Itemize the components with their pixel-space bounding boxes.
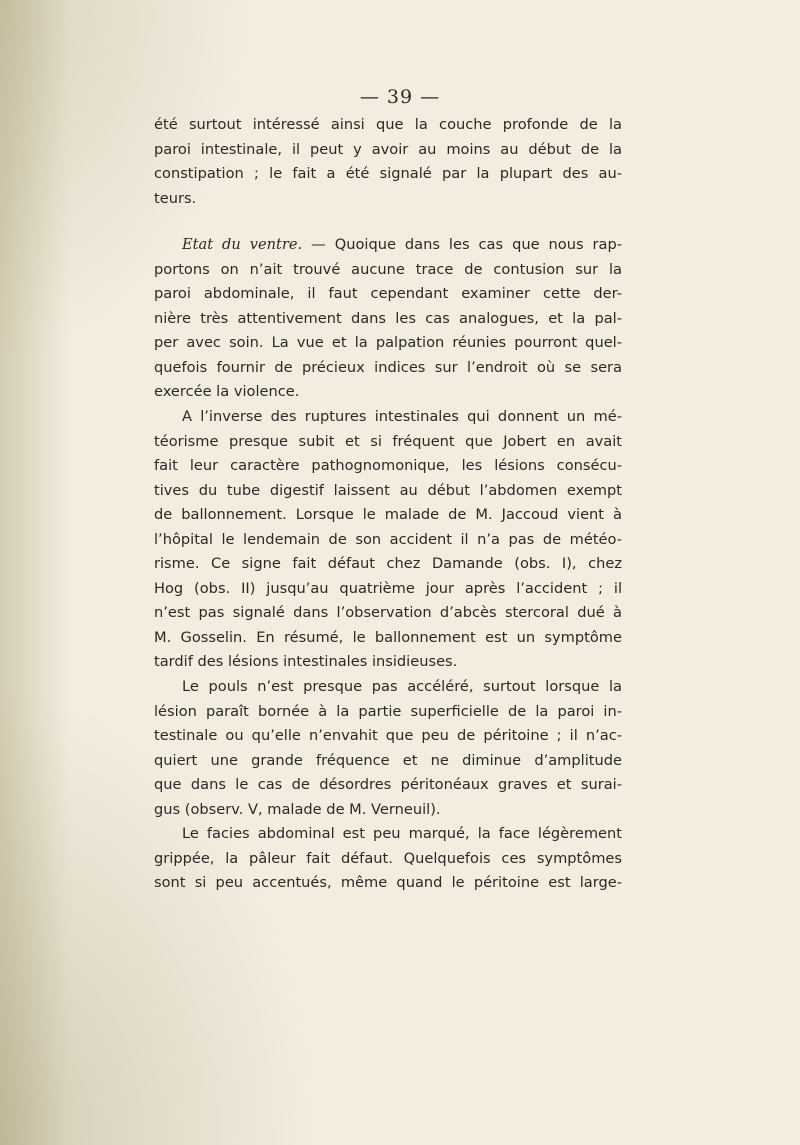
text-line: gus (observ. V, malade de M. Verneuil). bbox=[154, 800, 441, 818]
page-number: — 39 — bbox=[359, 86, 441, 108]
text-line: que dans le cas de désordres péritonéaux graves et surai- bbox=[154, 776, 622, 794]
text-line: sont si peu accentués, même quand le péritoine est large- bbox=[154, 874, 622, 892]
text-line: fait leur caractère pathognomonique, les lésions consécu- bbox=[154, 457, 622, 475]
text-line: testinale ou qu’elle n’envahit que peu de péritoine ; il n’ac- bbox=[154, 727, 622, 745]
text-line: risme. Ce signe fait défaut chez Damande (obs. I), chez bbox=[154, 555, 622, 573]
text-line: de ballonnement. Lorsque le malade de M. Jaccoud vient à bbox=[154, 506, 622, 524]
text-line: grippée, la pâleur fait défaut. Quelquefois ces symptômes bbox=[154, 849, 622, 867]
text-line: portons on n’ait trouvé aucune trace de contusion sur la bbox=[154, 260, 622, 278]
text-line: exercée la violence. bbox=[154, 383, 300, 401]
text-line: nière très attentivement dans les cas analogues, et la pal- bbox=[154, 309, 622, 327]
text-line: quefois fournir de précieux indices sur l’endroit où se sera bbox=[154, 358, 622, 376]
text-line: téorisme presque subit et si fréquent que Jobert en avait bbox=[154, 432, 622, 450]
text-line: l’hôpital le lendemain de son accident il n’a pas de météo- bbox=[154, 530, 622, 548]
text-line: n’est pas signalé dans l’observation d’abcès stercoral dué à bbox=[154, 604, 622, 622]
text-line: tardif des lésions intestinales insidieuses. bbox=[154, 653, 458, 671]
page-body bbox=[154, 113, 622, 896]
text-line: tives du tube digestif laissent au début l’abdomen exempt bbox=[154, 481, 622, 499]
paragraph-gap bbox=[154, 211, 622, 233]
paragraph-4 bbox=[154, 675, 622, 822]
text-line: A l’inverse des ruptures intestinales qui donnent un mé- bbox=[182, 408, 622, 426]
paragraph-3 bbox=[154, 405, 622, 675]
text-line: quiert une grande fréquence et ne diminue d’amplitude bbox=[154, 751, 622, 769]
text-line: lésion paraît bornée à la partie superficielle de la paroi in- bbox=[154, 702, 622, 720]
text-line: teurs. bbox=[154, 189, 197, 207]
paragraph-5 bbox=[154, 822, 622, 896]
text-line: Hog (obs. II) jusqu’au quatrième jour après l’accident ; il bbox=[154, 579, 622, 597]
text-line: constipation ; le fait a été signalé par la plupart des au- bbox=[154, 165, 622, 183]
text-line: M. Gosselin. En résumé, le ballonnement est un symptôme bbox=[154, 628, 622, 646]
text-line: été surtout intéressé ainsi que la couche profonde de la bbox=[154, 116, 622, 133]
text-line: Le facies abdominal est peu marqué, la face légèrement bbox=[182, 825, 622, 843]
text-run: — Quoique dans les cas que nous rap- bbox=[311, 236, 623, 254]
text-line: per avec soin. La vue et la palpation réunies pourront quel- bbox=[154, 334, 622, 352]
section-heading: Etat du ventre. bbox=[182, 236, 303, 254]
text-line: paroi intestinale, il peut y avoir au moins au début de la bbox=[154, 140, 622, 158]
text-line bbox=[154, 233, 622, 258]
paragraph-1 bbox=[154, 113, 622, 211]
text-line: Le pouls n’est presque pas accéléré, surtout lorsque la bbox=[182, 678, 622, 696]
text-line: paroi abdominale, il faut cependant examiner cette der- bbox=[154, 285, 622, 303]
paragraph-2 bbox=[154, 233, 622, 405]
